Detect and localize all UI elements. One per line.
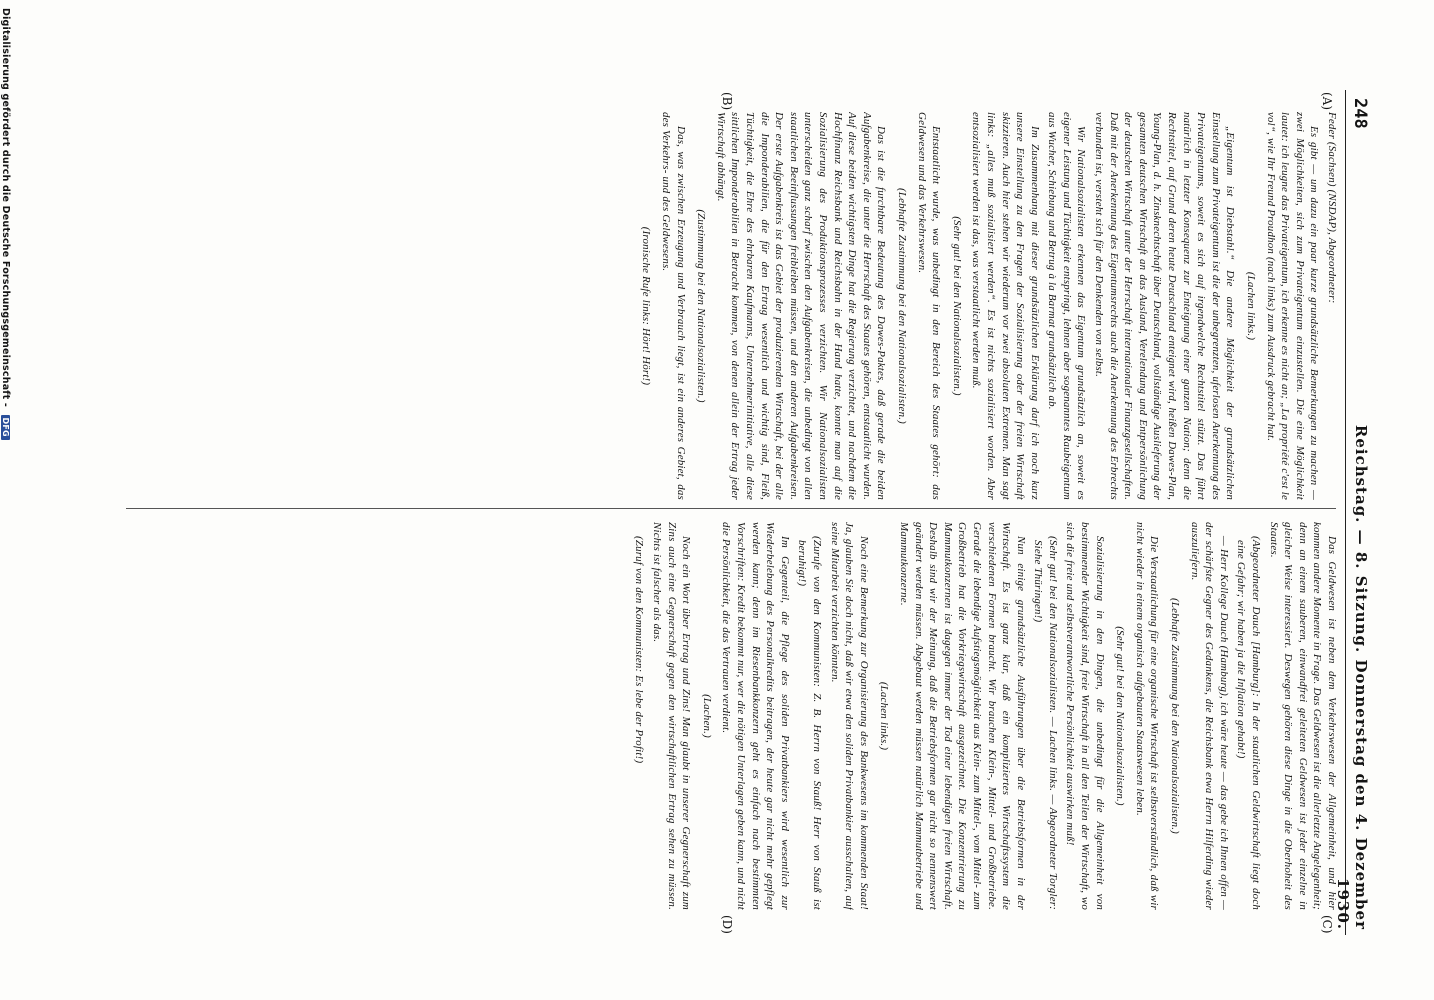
speech-paragraph: — Herr Kollege Dauch (Hamburg), ich wäre heute — das gebe ich Ihnen offen — der schärfste Gegner des Gedankens, die Reichsbank etwa Herrn Hilferding wieder auszuliefern. (1188, 522, 1230, 910)
speech-paragraph: Entstaatlicht wurde, was unbedingt in den Bereich des Staates gehört: das Geldwesen und das Verkehrswesen. (915, 112, 943, 500)
dfg-logo: DFG (1, 415, 10, 440)
interjection: (Zustimmung bei den Nationalsozialisten.) (695, 209, 708, 403)
page-header (1334, 90, 1372, 935)
interjection-block: (Zurufe von den Kommunisten: Z. B. Herrn von Stauß! Herr von Stauß ist beruhigt!) (796, 536, 823, 910)
speech-paragraph: Sozialisierung in den Dingen, die unbedingt für die Allgemeinheit von bestimmender Wichtigkeit sind, freie Wirtschaft in all den Teilen der Wirtschaft, wo sich die freie und selbstverantwortliche Persönlichkeit auswirken muß! (1064, 522, 1106, 910)
speech-paragraph: Noch eine Bemerkung zur Organisierung des Bankwesens im kommenden Staat! Ja, glauben Sie doch nicht, daß wir etwa den soliden Privatbankier ausschalten, auf seine Mitarbeit verzichten könnten. (828, 522, 870, 910)
credit-text: Digitalisierung gefördert durch die Deutsche Forschungsgemeinschaft - (0, 8, 11, 408)
speech-paragraph: Das Geldwesen ist neben dem Verkehrswesen der Allgemeinheit, und hier kommen andere Momente in Frage. Das Geldwesen ist die allerletzte Angelegenheit; denn an einem sauberen, einwandfrei geleiteten Geldwesen ist jeder einzelne in gleicher Weise interessiert. Deswegen gehören diese Dinge in die Oberhoheit des Staates. (1267, 522, 1338, 910)
margin-marker-a: (A) (1320, 92, 1334, 111)
margin-marker-b: (B) (720, 92, 734, 111)
speech-paragraph: „Eigentum ist Diebstahl.“ Die andere Möglichkeit der grundsätzlichen Einstellung zum Privateigentum ist die der unbegrenzten, uferlosen Anerkennung des Privateigentums, soweit es sich auf irgendwelche Rechtstitel stützt. Das führt natürlich in letzter Konsequenz zur Enteignung einer ganzen Nation; denn die Rechtstitel, auf Grund deren heute Deutschland enteignet wird, heißen Dawes-Plan, Young-Plan, d. h. Zinsknechtschaft über Deutschland, vollständige Auslieferung der gesamten deutschen Wirtschaft an das Ausland, Verelendung und Entpersönlichung der deutschen Wirtschaft unter der Herrschaft internationaler Finanzgesellschaften. Daß mit der Anerkennung des Eigentumsrechts auch die Anerkennung des Erbrechts verbunden ist, versteht sich für den Denkenden von selbst. (1093, 112, 1237, 500)
speech-paragraph: Feder (Sachsen) (NSDAP), Abgeordneter: (1326, 112, 1338, 304)
running-head: Reichstag. — 8. Sitzung. Donnerstag den 4. Dezember 1930. (1334, 424, 1370, 930)
interjection-block: (Sehr gut! bei den Nationalsozialisten. — Lachen links. — Abgeordneter Torgler: Siehe Thüringen!) (1032, 536, 1059, 910)
digitization-credit (0, 8, 11, 440)
interjection: (Lebhafte Zustimmung bei den Nationalsozialisten.) (895, 188, 908, 424)
speech-paragraph: Es gibt — um dazu ein paar kurze grundsätzliche Bemerkungen zu machen — zwei Möglichkeiten, sich zum Privateigentum einzustellen. Die eine Möglichkeit lautet: ich leugne das Privateigentum, ich erkenne es nicht an; „La propriété c'est le vol“, wie Ihr Freund Proudhon (nach links) zum Ausdruck gebracht hat. (1264, 112, 1321, 500)
interjection-block: (Zuruf von den Kommunisten: Es lebe der Profit!) (633, 536, 646, 764)
interjection: (Sehr gut! bei den Nationalsozialisten.) (1114, 626, 1127, 806)
margin-marker-c: (C) (1320, 915, 1334, 934)
right-text-column (124, 522, 1339, 910)
speech-paragraph: Wir Nationalsozialisten erkennen das Eigentum grundsätzlich an, soweit es eigener Leistung und Tüchtigkeit entspringt, lehnen aber sogenanntes Raubeigentum aus Wucher, Schiebung und Betrug à la Barmat grundsätzlich ab. (1046, 112, 1088, 500)
interjection: (Lachen links.) (1245, 271, 1258, 341)
interjection: (Lachen links.) (878, 681, 891, 751)
interjection: (Ironische Rufe links: Hört! Hört!) (640, 226, 653, 386)
interjection-block: (Abgeordneter Dauch [Hamburg]: In der staatlichen Geldwirtschaft liegt doch eine Gefahr; wir haben ja die Inflation gehabt!) (1235, 536, 1263, 910)
margin-marker-d: (D) (720, 915, 734, 934)
column-divider (126, 508, 1336, 509)
speech-paragraph: Das, was zwischen Erzeugung und Verbrauch liegt, ist ein anderes Gebiet, das des Verkehrs- und des Geldwesens. (660, 112, 687, 500)
left-text-column (124, 112, 1339, 500)
page-number: 248 (1350, 98, 1370, 129)
interjection: (Lachen.) (700, 694, 713, 738)
speech-paragraph: Noch ein Wort über Ertrag und Zins! Man glaubt in unserer Gegnerschaft zum Zins auch eine Gegnerschaft gegen den wirtschaftlichen Ertrag sehen zu müssen. Nichts ist falscher als das. (651, 522, 693, 910)
interjection: (Sehr gut! bei den Nationalsozialisten.) (950, 216, 963, 396)
speech-paragraph: Im Zusammenhang mit dieser grundsätzlichen Erklärung darf ich noch kurz unsere Einstellung zu den Fragen der Sozialisierung oder der freien Wirtschaft skizzieren. Auch hier stehen wir wiederum vor zwei absoluten Extremen. Man sagt links: „alles muß sozialisiert werden“. Es ist nichts sozialisiert worden. Aber entsozialisiert werden ist das, was verstaatlicht werden muß. (970, 112, 1041, 500)
speech-paragraph: Die Verstaatlichung für eine organische Wirtschaft ist selbstverständlich, daß wir nicht wieder in einem organisch aufgebauten Staatswesen leben. (1133, 522, 1161, 910)
speech-paragraph: Nun einige grundsätzliche Ausführungen über die Betriebsformen in der Wirtschaft. Es ist ganz klar, daß ein kompliziertes Wirtschaftssystem die verschiedenen Formen braucht. Wir brauchen Klein-, Mittel- und Großbetriebe. Gerade die lebendige Aufstiegsmöglichkeit aus Klein- zum Mittel-, vom Mittel- zum Großbetrieb hat die Vorkriegswirtschaft ausgezeichnet. Die Konzentrierung zu Mammutkonzernen ist dagegen immer der Tod einer lebendigen freien Wirtschaft. Deshalb sind wir der Meinung, daß die Betriebsformen gar nicht so nennenswert geändert werden müssen. Abgebaut werden müssen natürlich Mammutbetriebe und Mammutkonzerne. (897, 522, 1027, 910)
speech-paragraph: Das ist die furchtbare Bedeutung des Dawes-Paktes, daß gerade die beiden Aufgabenkreise, die unter die Herrschaft des Staates gehören, entstaatlicht wurden. Auf diese beiden wichtigsten Dinge hat die Regierung verzichtet, und nachdem die Hochfinanz Reichsbank und Reichsbahn in der Hand hatte, konnte man auf die Sozialisierung des Produktionsprozesses verzichten. Wir Nationalsozialisten unterscheiden ganz scharf zwischen den Aufgabenkreisen, die unbedingt von allen staatlichen Beeinflussungen freibleiben müssen, und den anderen Aufgabenkreisen. Der erste Aufgabenkreis ist das Gebiet der produzierenden Wirtschaft, bei der alle die Imponderabilien, die für den Ertrag wesentlich und wichtig sind, Fleiß, Tüchtigkeit, die Ehre des ehrbaren Kaufmanns, Unternehmerinitiative, alle diese sittlichen Imponderabilien in Betracht kommen, von denen allein der Ertrag jeder Wirtschaft abhängt. (714, 112, 888, 500)
speech-paragraph: Im Gegenteil, die Pflege des soliden Privatbankiers wird wesentlich zur Wiederbelebung des Personalkredits beitragen, der heute gar nicht mehr gepflegt werden kann; denn im Riesenbankkonzern geht es einfach nach bestimmten Vorschriften: Kredit bekommt nur, wer die nötigen Unterlagen geben kann, und nicht die Persönlichkeit, die das Vertrauen verdient. (720, 522, 791, 910)
interjection: (Lebhafte Zustimmung bei den Nationalsozialisten.) (1169, 598, 1182, 834)
